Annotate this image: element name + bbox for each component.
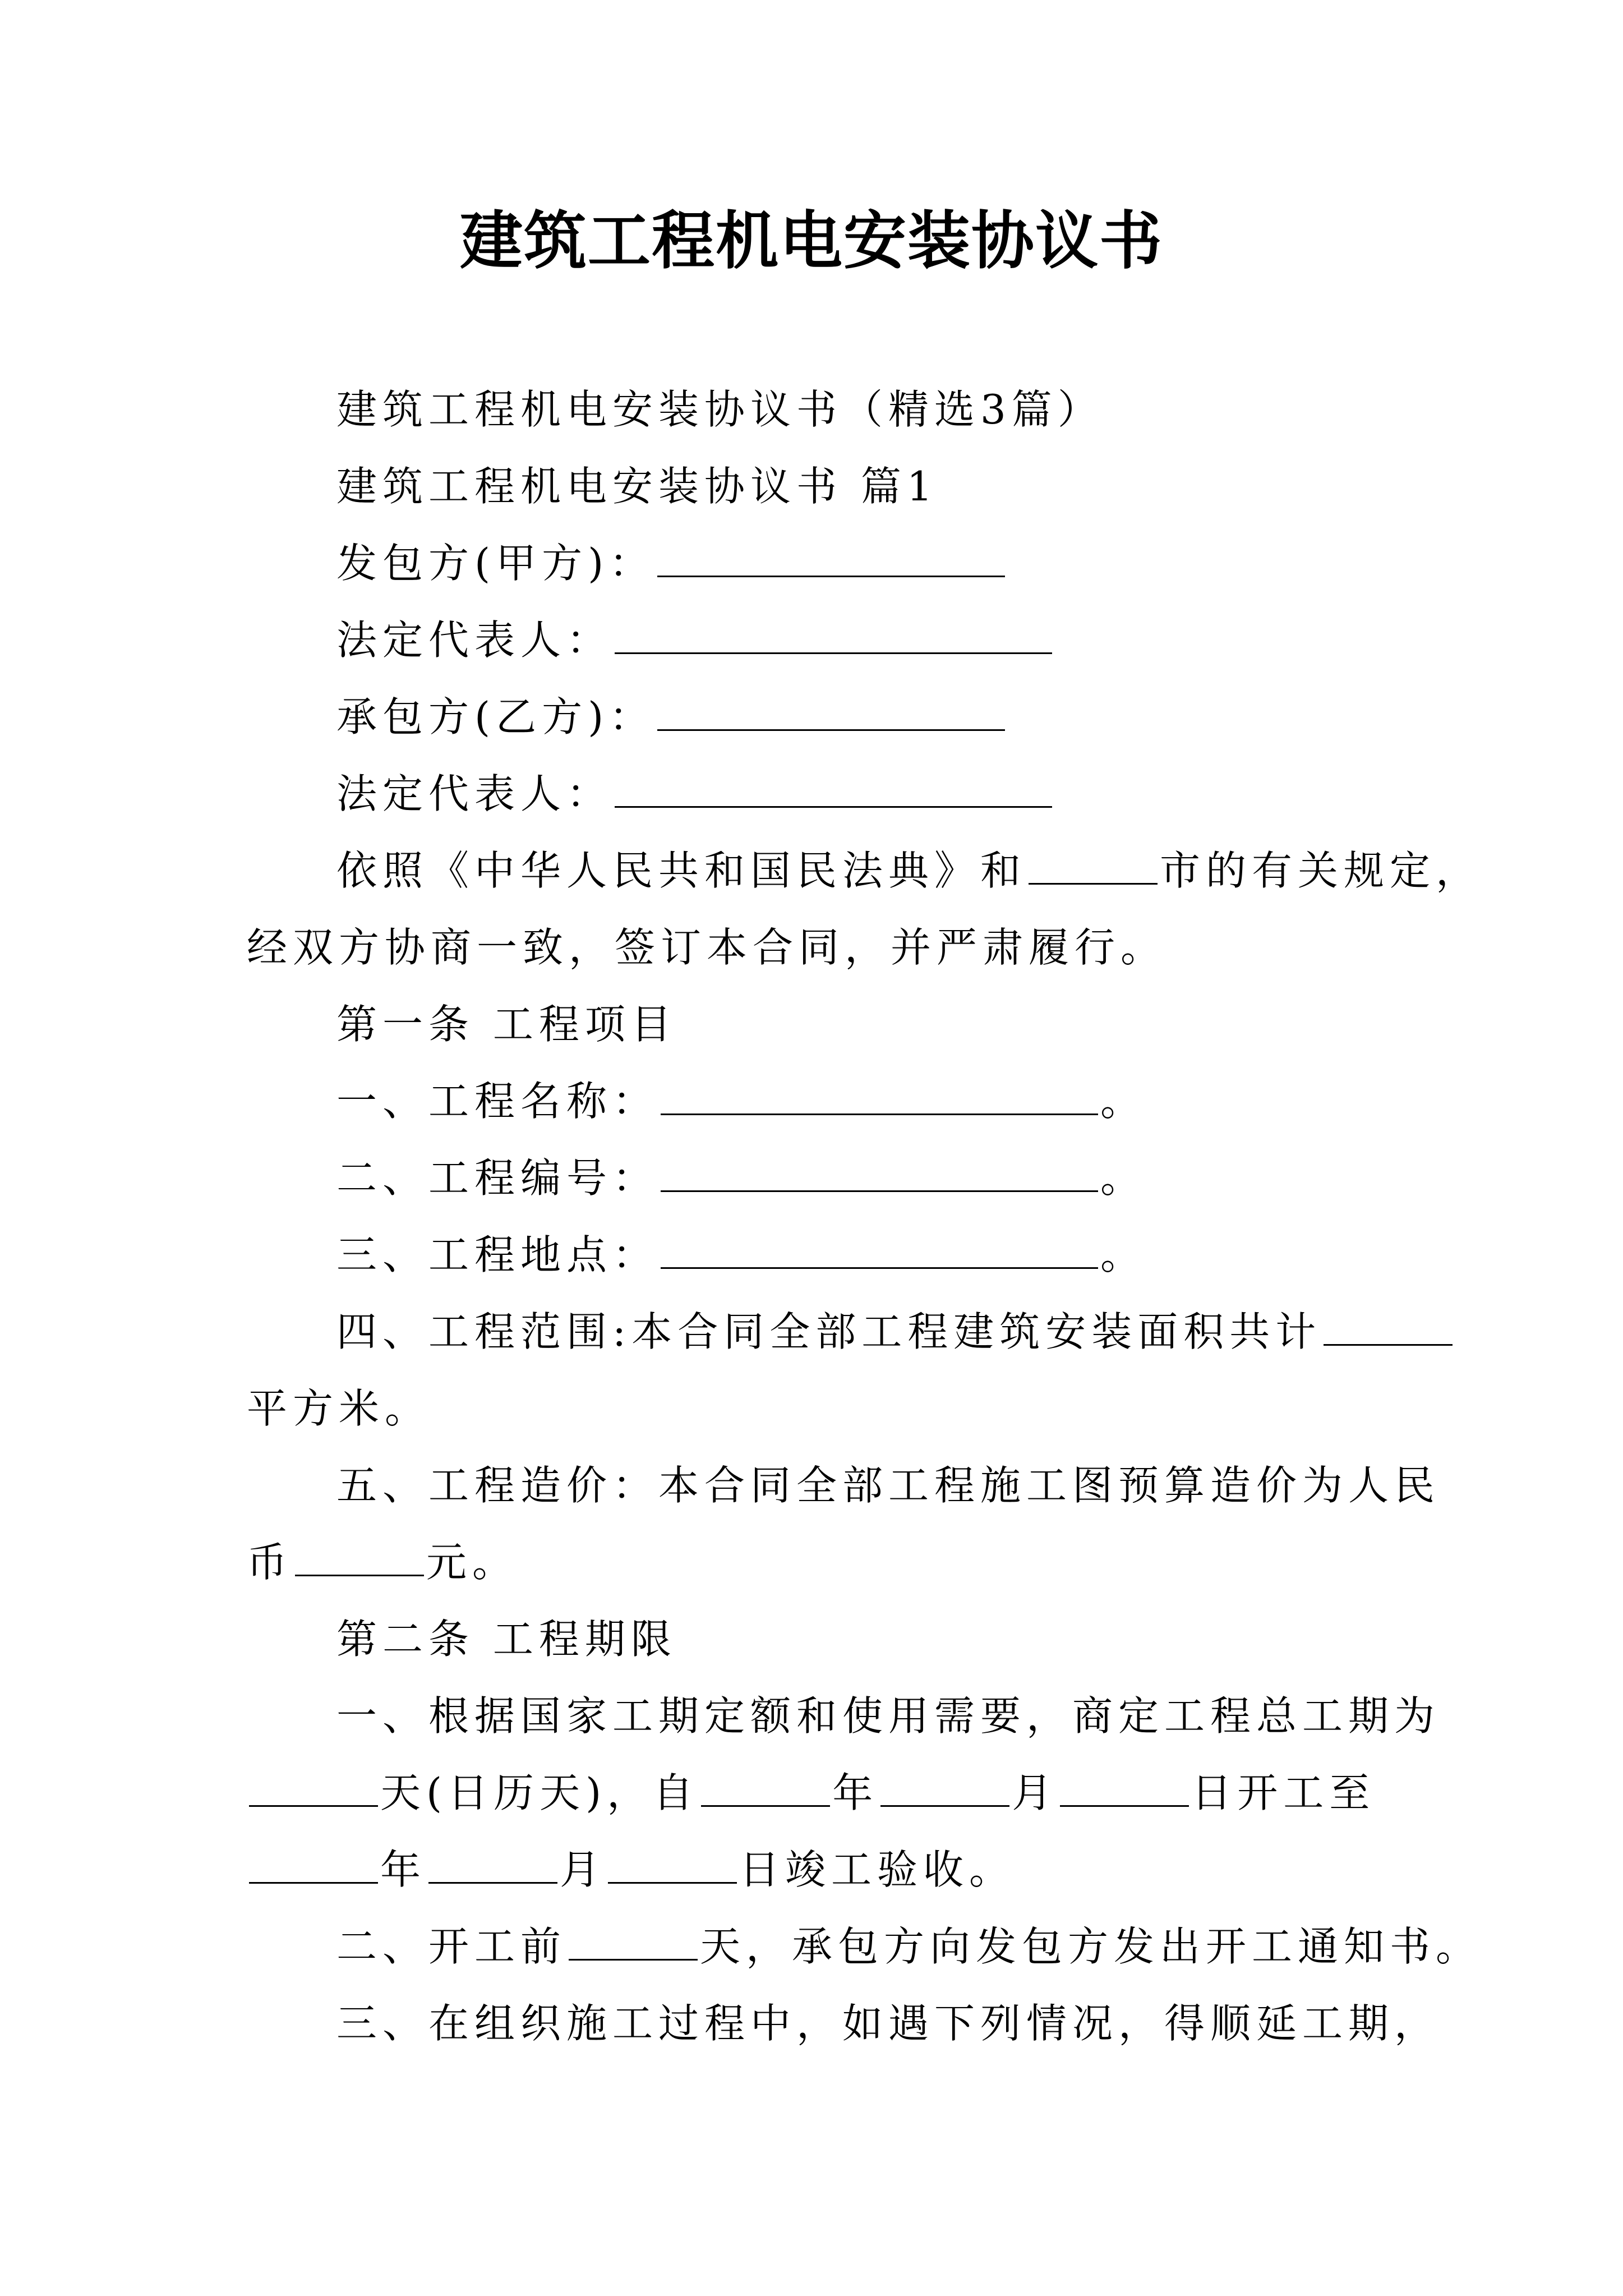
month-label: 月 bbox=[1012, 1769, 1058, 1816]
yuan-label: 元。 bbox=[426, 1539, 519, 1586]
start-year-blank bbox=[701, 1772, 830, 1807]
basis-text-b: 市的有关规定， bbox=[1160, 847, 1482, 894]
project-number-line bbox=[336, 1150, 1146, 1206]
project-name-blank bbox=[661, 1080, 1098, 1115]
end-month-blank bbox=[428, 1848, 557, 1884]
party-b-label: 承包方(乙方)： bbox=[336, 693, 656, 740]
project-number-blank bbox=[661, 1157, 1098, 1192]
start-day-blank bbox=[1060, 1772, 1189, 1807]
notice-text-a: 二、开工前 bbox=[336, 1923, 567, 1970]
currency-label: 币 bbox=[247, 1539, 293, 1586]
days-blank bbox=[249, 1772, 378, 1807]
duration-line-2 bbox=[247, 1765, 1375, 1821]
party-b-rep-blank bbox=[615, 772, 1052, 808]
year-label: 年 bbox=[380, 1846, 427, 1893]
period-mark: 。 bbox=[1100, 1231, 1147, 1278]
project-number-label: 二、工程编号： bbox=[336, 1154, 659, 1202]
scope-line-2: 平方米。 bbox=[247, 1385, 431, 1432]
extension-line: 三、在组织施工过程中，如遇下列情况，得顺延工期， bbox=[336, 2000, 1441, 2047]
party-b-blank bbox=[657, 696, 1005, 731]
article-2-heading: 第二条 工程期限 bbox=[336, 1616, 677, 1663]
cost-blank bbox=[295, 1541, 424, 1576]
duration-line-3 bbox=[247, 1842, 1015, 1898]
notice-text-b: 天，承包方向发包方发出开工通知书。 bbox=[700, 1923, 1482, 1970]
city-blank bbox=[1029, 849, 1158, 885]
period-mark: 。 bbox=[1100, 1078, 1147, 1125]
party-a-rep-line bbox=[336, 612, 1054, 668]
month-label: 月 bbox=[560, 1846, 606, 1893]
notice-line bbox=[336, 1918, 1482, 1975]
cost-line-1: 五、工程造价：本合同全部工程施工图预算造价为人民 bbox=[336, 1462, 1441, 1509]
project-location-label: 三、工程地点： bbox=[336, 1231, 659, 1278]
year-label: 年 bbox=[832, 1769, 879, 1816]
party-b-rep-label: 法定代表人： bbox=[336, 770, 613, 817]
document-title: 建筑工程机电安装协议书 bbox=[460, 204, 1163, 278]
subtitle-part-1: 建筑工程机电安装协议书 篇1 bbox=[336, 463, 938, 510]
basis-line-1 bbox=[336, 843, 1482, 899]
party-a-blank bbox=[657, 542, 1005, 577]
notice-days-blank bbox=[569, 1925, 698, 1961]
scope-text: 四、工程范围:本合同全部工程建筑安装面积共计 bbox=[336, 1308, 1322, 1355]
basis-line-2: 经双方协商一致，签订本合同，并严肃履行。 bbox=[247, 924, 1167, 971]
calendar-days-text: 天(日历天)，自 bbox=[380, 1769, 699, 1816]
period-mark: 。 bbox=[1100, 1154, 1147, 1202]
party-a-line bbox=[336, 535, 1007, 591]
article-1-heading: 第一条 工程项目 bbox=[336, 1001, 677, 1048]
duration-line-1: 一、根据国家工期定额和使用需要，商定工程总工期为 bbox=[336, 1692, 1441, 1740]
party-a-rep-blank bbox=[615, 619, 1052, 654]
start-month-blank bbox=[880, 1772, 1009, 1807]
cost-line-2 bbox=[247, 1534, 518, 1590]
start-text: 日开工至 bbox=[1191, 1769, 1376, 1816]
completion-text: 日竣工验收。 bbox=[739, 1846, 1016, 1893]
end-day-blank bbox=[608, 1848, 737, 1884]
project-location-blank bbox=[661, 1234, 1098, 1269]
party-b-rep-line bbox=[336, 766, 1054, 822]
party-a-label: 发包方(甲方)： bbox=[336, 540, 656, 587]
end-year-blank bbox=[249, 1848, 378, 1884]
party-a-rep-label: 法定代表人： bbox=[336, 616, 613, 664]
party-b-line bbox=[336, 689, 1007, 745]
project-name-line bbox=[336, 1073, 1146, 1129]
project-location-line bbox=[336, 1227, 1146, 1283]
project-name-label: 一、工程名称： bbox=[336, 1078, 659, 1125]
subtitle-selection: 建筑工程机电安装协议书（精选3篇） bbox=[336, 386, 1104, 433]
area-blank bbox=[1324, 1310, 1453, 1346]
scope-line-1 bbox=[336, 1304, 1455, 1360]
basis-text-a: 依照《中华人民共和国民法典》和 bbox=[336, 847, 1027, 894]
